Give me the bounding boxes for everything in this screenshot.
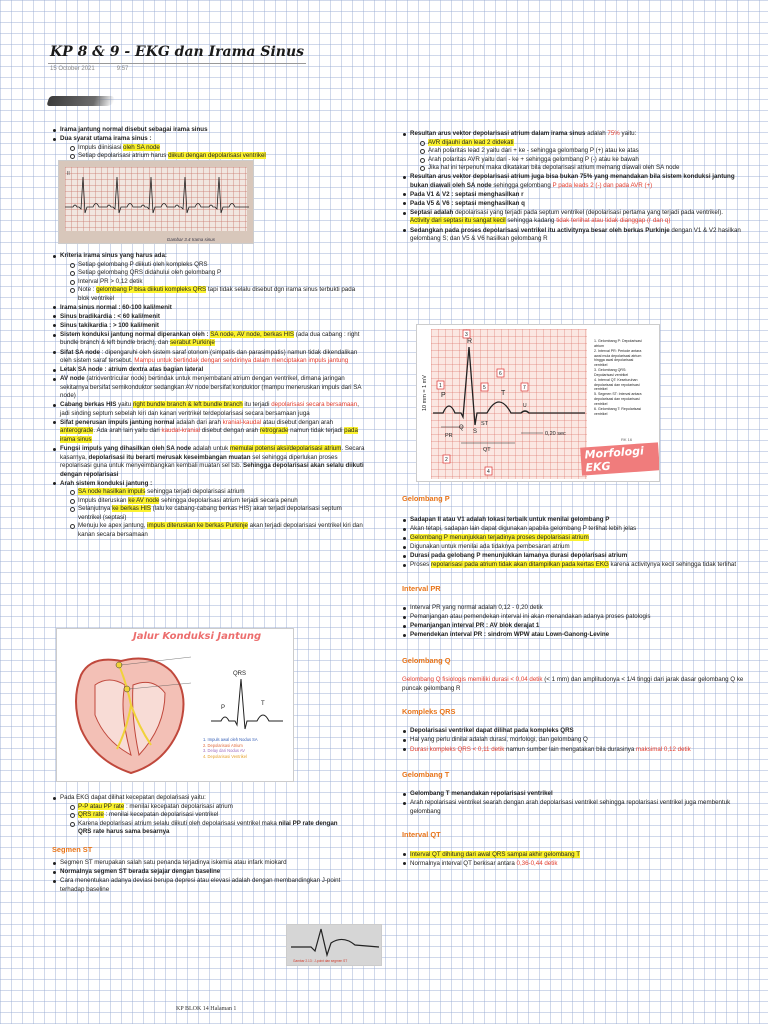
list-item: Interval QT dihitung dari awal QRS sampai akhir gelombang T [402, 851, 744, 860]
legend-item: 3. Delay dari Nodus AV [203, 748, 246, 754]
list-item: Hal yang perlu dinilai adalah durasi, morfologi, dan gelombang Q [402, 736, 744, 745]
conduction-legend [203, 737, 258, 760]
conduction-title: Jalur Konduksi Jantung [133, 631, 262, 642]
morphology-title: Morfologi EKG [580, 442, 660, 475]
list-item: Jika hal ini terpenuhi maka dikatakan bila depolarisasi atrium memang diawali oleh SA node [420, 164, 742, 173]
list-item: QRS rate : menilai kecepatan depolarisasi ventrikel [70, 811, 352, 820]
morphology-mark: RK 16 [621, 437, 633, 442]
u-label: U [523, 403, 527, 409]
svg-text:II: II [67, 171, 70, 177]
list-item: Note : gelombang P bisa diikuti kompleks QRS tapi tidak selalu disebut dgn irama sinus terbukti pada blok ventrikel [70, 286, 366, 303]
list-item: Gelombang T menandakan repolarisasi ventrikel [402, 790, 744, 799]
q-paragraph: Gelombang Q fisiologis memiliki durasi < 0,04 detik (< 1 mm) dan amplitudonya < 1/4 tinggi dari jarak dasar gelombang Q ke puncak gelombang R [402, 676, 744, 692]
list-item: Sadapan II atau V1 adalah lokasi terbaik untuk menilai gelombang P [402, 516, 744, 525]
list-item: Cabang berkas HIS yaitu right bundle branch & left bundle branch itu terjadi depolarisasi secara bersamaan, jadi sinding septum sebelah kiri dan kanan ventrikel terdepolarisasi secara bersamaan juga [52, 401, 366, 418]
list-item: Gelombang P menunjukkan terjadinya proses depolarisasi atrium [402, 534, 744, 543]
section-heading-segmen-st: Segmen ST [52, 844, 93, 854]
legend-item: 4. Interval QT: Keseluruhan depolarisasi dan repolarisasi ventrikel [594, 377, 640, 392]
list-item: Pemendekan interval PR : sindrom WPW atau Lown-Ganong-Levine [402, 631, 744, 640]
list-item: Arah sistem konduksi jantung : SA node hasilkan impuls sehingga terjadi depolarisasi atrium Impuls diteruskan ke AV node sehingga depolarisasi atrium terjadi secara penuh Selanjutnya ke berkas HIS (lalu ke cabang-cabang berkas HIS) akan terjadi depolarisasi septum ventrikel (septasi) Menuju ke apex jantung, impuls diteruskan ke berkas Purkinje akan terjadi depolarisasi ventrikel kiri dan kanan secara bersamaan [52, 480, 366, 540]
list-item: Setiap gelombang QRS didahului oleh gelombang P [70, 269, 366, 278]
marker-3: 3 [465, 332, 468, 338]
list-item: Impuls diinisiasi oleh SA node [70, 144, 352, 153]
list-item: Letak SA node : atrium dextra atas bagian lateral [52, 366, 366, 375]
list-item: Pada EKG dapat dilihat kecepatan depolarisasi yaitu: P-P atau PP rate : menilai kecepatan depolarisasi atrium QRS rate : menilai kecepatan depolarisasi ventrikel Karena depolarisasi atrium selalu diikuti oleh depolarisasi ventrikel maka nilai PP rate dengan QRS rate harus sama besarnya [52, 794, 352, 837]
list-item: Durasi kompleks QRS < 0,11 detik namun sumber lain mengatakan bila durasinya maksimal 0,12 detik [402, 746, 744, 755]
ekg-morphology-trace [417, 325, 593, 482]
page-footer: KP BLOK 14 Halaman 1 [176, 1006, 237, 1012]
list-item: Setiap depolarisasi atrium harus diikuti dengan depolarisasi ventrikel [70, 152, 352, 161]
morphology-legend [594, 339, 644, 417]
q-label: Q [459, 425, 464, 431]
legend-item: 6. Gelombang T: Repolarisasi ventrikel [594, 406, 642, 416]
ecg-trace [65, 167, 249, 233]
legend-item: 5. Segmen ST: Interval antara depolarisasi dan repolarisasi ventrikel [594, 392, 642, 406]
list-item: Durasi pada gelobang P menunjukkan lamanya durasi depolarisasi atrium [402, 552, 744, 561]
right-column-top [402, 130, 742, 244]
section-heading-gelombang-q: Gelombang Q [402, 655, 451, 665]
page-date: 15 October 2021 [50, 66, 95, 72]
x-axis-label: 0,20 sec [545, 431, 566, 437]
sinus-rhythm-strip-image [58, 160, 254, 244]
list-item: Digunakan untuk menilai ada tidaknya pembesaran atrium [402, 543, 744, 552]
t-label: T [501, 390, 506, 397]
marker-5: 5 [483, 385, 486, 391]
list-item: Cara menentukan adanya deviasi berupa depresi atau elevasi adalah dengan membandingkan J-point terhadap baseline [52, 877, 352, 894]
qt-label: QT [483, 447, 491, 453]
list-item: Pada V5 & V6 : septasi menghasilkan q [402, 200, 742, 209]
list-item: AV node (atrioventricular node) bertindak untuk menjembatani atrium dengan ventrikel, dimana jaringan sekitarnya bersifat semikonduktor sedangkan AV node bersifat konduktor (mampu meneruskan impuls dari SA node) [52, 375, 366, 401]
title-underline [48, 63, 306, 64]
marker-1: 1 [439, 383, 442, 389]
list-item: Resultan arus vektor depolarisasi atrium juga bisa bukan 75% yang menandakan bila sistem konduksi jantung bukan diawali oleh SA node sehingga gelombang P pada leads 2 (-) dan pada AVR (+) [402, 173, 742, 190]
list-item: Kriteria irama sinus yang harus ada: Setiap gelombang P diikuti oleh kompleks QRS Setiap gelombang QRS didahului oleh gelombang P Interval PR > 0,12 detik Note : gelombang P bisa diikuti kompleks QRS tapi tidak selalu disebut dgn irama sinus terbukti pada blok ventrikel [52, 252, 366, 303]
qrs-label: QRS [233, 671, 247, 677]
p-label: P [441, 392, 446, 399]
legend-item: 2. Depolarisasi Atrium [203, 742, 243, 748]
s-label: S [473, 429, 478, 435]
st-trace [287, 925, 382, 959]
list-item: Interval PR yang normal adalah 0,12 - 0,20 detik [402, 604, 744, 613]
legend-item: 3. Gelombang QRS: Depolarisasi ventrikel [594, 368, 629, 377]
t-label: T [261, 701, 265, 707]
list-item: Sedangkan pada proses depolarisasi ventrikel itu activitynya besar oleh berkas Purkinje dengan V1 & V2 hasilkan gelombang S; dan V5 & V6 hasilkan gelombang R [402, 227, 742, 244]
list-item: Menuju ke apex jantung, impuls diteruskan ke berkas Purkinje akan terjadi depolarisasi ventrikel kiri dan kanan secara bersamaan [70, 522, 366, 539]
marker-2: 2 [445, 457, 448, 463]
list-item: Septasi adalah depolarisasi yang terjadi pada septum ventrikel (depolarisasi pertama yang terjadi pada ventrikel). Activity dari septasi itu sangat kecil sehingga kadang tidak terlihat atau tidak dianggap (r dan q) [402, 209, 742, 226]
list-item: Depolarisasi ventrikel dapat dilihat pada kompleks QRS [402, 727, 744, 736]
strip-caption: Gambar 3.4 Irama sinus [166, 237, 215, 242]
st-caption: Gambar 2.13 : J-point dan segmen ST [293, 959, 348, 963]
list-item: Normalnya segmen ST berada sejajar dengan baseline [52, 868, 352, 877]
list-item: P-P atau PP rate : menilai kecepatan depolarisasi atrium [70, 803, 352, 812]
list-item: Arah polaritas AVR yaitu dari - ke + sehingga gelombang P (-) atau ke bawah [420, 156, 742, 165]
marker-6: 6 [499, 371, 502, 377]
section-heading-interval-pr: Interval PR [402, 584, 441, 593]
list-item: Irama jantung normal disebut sebagai irama sinus [52, 126, 352, 135]
right-column-main [402, 488, 744, 869]
j-point-st-image [286, 924, 382, 966]
section-heading-interval-qt: Interval QT [402, 830, 441, 840]
brush-stroke-decoration [46, 96, 115, 106]
list-item: Akan tetapi, sadapan lain dapat digunakan apabila gelombang P terlihat lebih jelas [402, 525, 744, 534]
list-item: AVR dijauhi dan lead 2 didekati [420, 139, 742, 148]
list-item: Sistem konduksi jantung normal diperankan oleh : SA node, AV node, berkas HIS (ada dua cabang : right bundle branch & left bundle brach), dan serabut Purkinje [52, 331, 366, 348]
y-axis-label: 10 mm = 1 mV [422, 375, 428, 411]
pr-label: PR [445, 433, 453, 439]
heart-diagram [61, 645, 291, 781]
p-label: P [221, 705, 226, 711]
st-label: ST [481, 421, 489, 427]
list-item: Interval PR > 0,12 detik [70, 278, 366, 287]
page-title: KP 8 & 9 - EKG dan Irama Sinus [50, 44, 305, 60]
left-column-main [52, 252, 366, 540]
list-item: Arah repolarisasi ventrikel searah dengan arah depolarisasi ventrikel sehingga repolarisasi ventrikel juga membentuk gelombang [402, 799, 744, 816]
r-label: R [467, 338, 473, 345]
ekg-morphology-image [416, 324, 660, 482]
page-meta [50, 66, 150, 72]
list-item: Irama sinus normal : 60-100 kali/menit [52, 304, 366, 313]
list-item: Impuls diteruskan ke AV node sehingga depolarisasi atrium terjadi secara penuh [70, 497, 366, 506]
section-heading-kompleks-qrs: Kompleks QRS [402, 707, 456, 717]
section-heading-gelombang-p: Gelombang P [402, 494, 450, 503]
conduction-pathway-image [56, 628, 294, 782]
section-heading-gelombang-t: Gelombang T [402, 770, 450, 780]
list-item: Resultan arus vektor depolarisasi atrium dalam irama sinus adalah 75% yaitu: AVR dijauhi dan lead 2 didekati Arah polaritas lead 2 yaitu dari + ke - sehingga gelombang P (+) atau ke atas Arah polaritas AVR yaitu dari - ke + sehingga gelombang P (-) atau ke bawah Jika hal ini terpenuhi maka dikatakan bila depolarisasi atrium memang diawali oleh SA node [402, 130, 742, 173]
page-time: 9:57 [116, 66, 129, 72]
left-column-bottom [52, 794, 352, 895]
list-item: Arah polaritas lead 2 yaitu dari + ke - sehingga gelombang P (+) atau ke atas [420, 147, 742, 156]
list-item: Fungsi impuls yang dihasilkan oleh SA node adalah untuk memulai potensi aksi/depolarisasi atrium. Secara kasarnya, depolarisasi itu berarti merusak keseimbangan muatan sel sehingga diperlukan proses repolarisasi guna untuk menyeimbangkan kembali muatan sel tsb. Sehingga depolarisasi akan selalu diikuti dengan repolarisasi [52, 445, 366, 479]
list-item: Sifat penerusan impuls jantung normal adalah dari arah kranial-kaudal atau disebut dengan arah anterograde. Ada arah lain yaitu dari kaudal-kranial disebut dengan arah retrograde namun tidak terjadi pada irama sinus [52, 419, 366, 445]
legend-item: 1. Gelombang P: Depolarisasi atrium [594, 339, 642, 348]
list-item: Normalnya interval QT berkisar antara 0,36-0,44 detik [402, 860, 744, 869]
list-item: Pemanjangan interval PR : AV blok derajat 1 [402, 622, 744, 631]
list-item: SA node hasilkan impuls sehingga terjadi depolarisasi atrium [70, 488, 366, 497]
left-column-top [52, 126, 352, 161]
legend-item: 2. Interval PR: Periode antara awal mula depolarisasi atrium hingga awal depolarisasi ventrikel [594, 348, 642, 368]
legend-item: 4. Depolarisasi Ventrikel [203, 754, 247, 760]
list-item: Proses repolarisasi pada atrium tidak akan ditampilkan pada kertas EKG karena activitynya kecil sehingga tidak terlihat [402, 561, 744, 570]
list-item: Setiap gelombang P diikuti oleh kompleks QRS [70, 261, 366, 270]
list-item: Sinus takikardia : > 100 kali/menit [52, 322, 366, 331]
list-item: Segmen ST merupakan salah satu penanda terjadinya iskemia atau infark miokard [52, 859, 352, 868]
legend-item: 1. Impuls awal oleh Nodus SA [203, 737, 258, 742]
list-item: Selanjutnya ke berkas HIS (lalu ke cabang-cabang berkas HIS) akan terjadi depolarisasi septum ventrikel (septasi) [70, 505, 366, 522]
list-item: Sinus bradikardia : < 60 kali/menit [52, 313, 366, 322]
marker-4: 4 [487, 469, 490, 475]
list-item: Dua syarat utama irama sinus : Impuls diinisiasi oleh SA node Setiap depolarisasi atrium harus diikuti dengan depolarisasi ventrikel [52, 135, 352, 161]
list-item: Karena depolarisasi atrium selalu diikuti oleh depolarisasi ventrikel maka nilai PP rate dengan QRS rate harus sama besarnya [70, 820, 352, 837]
list-item: Sifat SA node : dipengaruhi oleh sistem saraf otonom (simpatis dan parasimpatis) namun tidak dikendalikan oleh sistem saraf tersebut. Mampu untuk bertindak dengan sendirinya dalam menciptakan impuls jantung [52, 349, 366, 366]
list-item: Pada V1 & V2 : septasi menghasilkan r [402, 191, 742, 200]
marker-7: 7 [523, 385, 526, 391]
list-item: Pemanjangan atau pemendekan interval ini akan menandakan adanya proses patologis [402, 613, 744, 622]
